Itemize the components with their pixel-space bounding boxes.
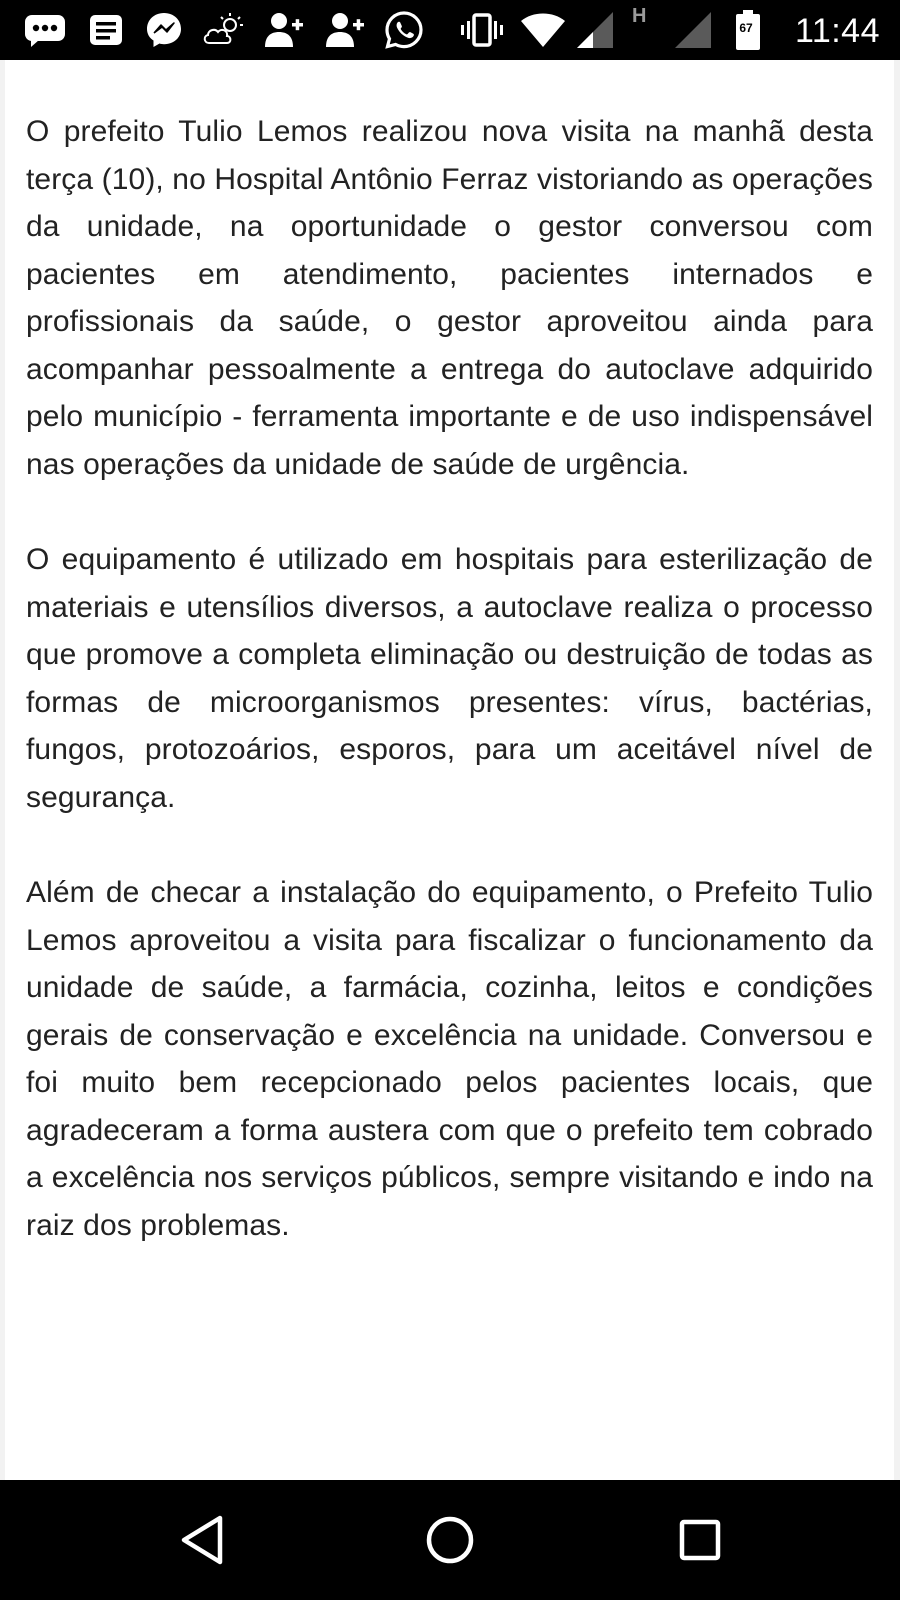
page-content[interactable] (0, 60, 900, 1480)
home-button[interactable] (390, 1480, 510, 1600)
back-icon (178, 1514, 226, 1566)
wifi-icon (519, 0, 567, 60)
back-button[interactable] (142, 1480, 262, 1600)
navigation-bar (0, 1480, 900, 1600)
news-icon (86, 0, 126, 60)
article-body (5, 60, 894, 1249)
recents-icon (676, 1516, 724, 1564)
add-contact-icon (262, 0, 306, 60)
whatsapp-icon (382, 0, 426, 60)
add-contact-icon (323, 0, 367, 60)
status-clock: 11:44 (794, 12, 880, 50)
signal-icon (672, 0, 716, 60)
vibrate-icon (458, 0, 506, 60)
article-paragraph: O equipamento é utilizado em hospitais para esterilização de materiais e utensílios diversos, a autoclave realiza o processo que promove a completa eliminação ou destruição de todas as formas de microorganismos presentes: vírus, bactérias, fungos, protozoários, esporos, para um aceitável nível de segurança. (26, 543, 873, 814)
messenger-icon (143, 0, 185, 60)
recents-button[interactable] (640, 1480, 760, 1600)
battery-level: 67 (739, 21, 753, 35)
home-icon (423, 1513, 477, 1567)
article-paragraph: O prefeito Tulio Lemos realizou nova visita na manhã desta terça (10), no Hospital Antônio Ferraz vistoriando as operações da unidade, na oportunidade o gestor conversou com pacientes em atendimento, pacientes internados e profissionais da saúde, o gestor aproveitou ainda para acompanhar pessoalmente a entrega do autoclave adquirido pelo município - ferramenta importante e de uso indispensável nas operações da unidade de saúde de urgência. (26, 115, 873, 481)
status-bar (0, 0, 900, 60)
network-type-label: H (632, 5, 647, 27)
weather-icon (200, 0, 248, 60)
article (5, 60, 894, 1480)
article-paragraph: Além de checar a instalação do equipamento, o Prefeito Tulio Lemos aproveitou a visita para fiscalizar o funcionamento da unidade de saúde, a farmácia, cozinha, leitos e condições gerais de conservação e excelência na unidade. Conversou e foi muito bem recepcionado pelos pacientes locais, que agradeceram a forma austera com que o prefeito tem cobrado a excelência nos serviços públicos, sempre visitando e indo na raiz dos problemas. (26, 876, 873, 1242)
messages-icon (22, 0, 68, 60)
signal-icon (572, 0, 662, 60)
